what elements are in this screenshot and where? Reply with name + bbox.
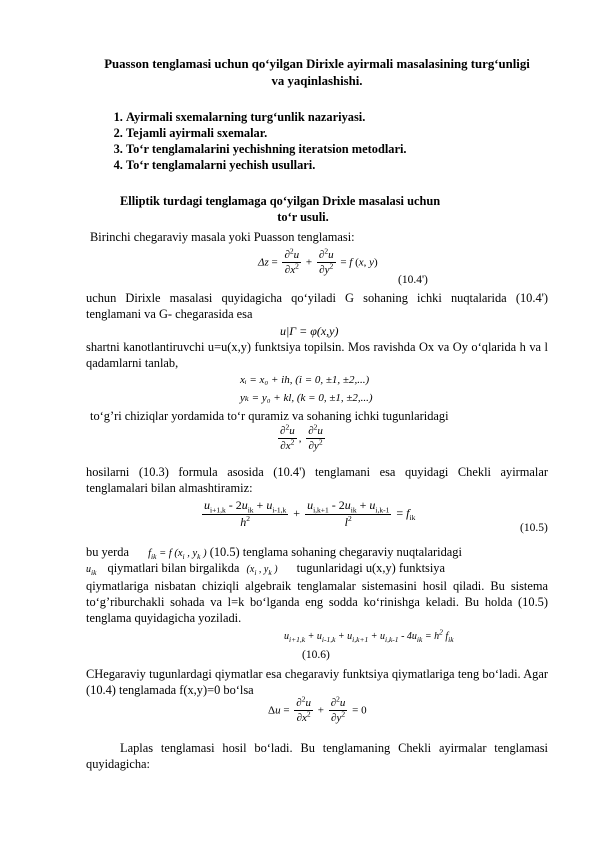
equation-label: (10.4') xyxy=(398,274,428,286)
paragraph-text: (10.5) tenglama sohaning chegaraviy nuqtalaridagi xyxy=(209,545,462,559)
paragraph: hosilarni (10.3) formula asosida (10.4') tenglamani esa quyidagi Chekli ayirmalar tenglamalari bilan almashtiramiz: xyxy=(86,465,548,496)
paragraph: to‘g’ri chiziqlar yordamida to‘r quramiz va sohaning ichki tugunlaridagi xyxy=(90,409,449,423)
paragraph-text: bu yerda xyxy=(86,545,130,559)
plan-item: 2. Tejamli ayirmali sxemalar. xyxy=(126,125,552,141)
section-heading-line-1: Elliptik turdagi tenglamaga qo‘yilgan Drixle masalasi uchun xyxy=(120,194,441,208)
poisson-equation: Δz = $\frac{\partial^2u}{\partial x^2}$ + $\frac{\partial^2u}{\partial y^2}$ = f (x, y) xyxy=(258,246,378,277)
inline-formula: $u_{ik}$ xyxy=(86,564,97,577)
paragraph: CHegaraviy tugunlardagi qiymatlar esa chegaraviy funktsiya qiymatlariga teng bo‘ladi. Agar (10.4) tenglamada f(x,y)=0 bo‘lsa xyxy=(86,667,548,698)
section-heading-line-2: to‘r usuli. xyxy=(277,210,329,225)
paragraph: Birinchi chegaraviy masala yoki Puasson tenglamasi: xyxy=(90,230,355,244)
second-derivatives: $\frac{\partial^2u}{\partial x^2}$ , $\frac{\partial^2u}{\partial y^2}$ xyxy=(280,422,323,453)
paragraph-line xyxy=(86,560,548,576)
five-point-equation: $u_{i+1,k} + u_{i-1,k} + u_{i,k+1} + u_{i,k-1} - 4u_{ik} = h^2$ $f_{ik}$ xyxy=(284,627,454,644)
paragraph-line xyxy=(86,544,548,561)
lecture-plan xyxy=(90,109,552,174)
paragraph: shartni kanotlantiruvchi u=u(x,y) funktsiya topilsin. Mos ravishda Ox va Oy o‘qlarida h va l qadamlarni tanlab, xyxy=(86,340,548,371)
plan-item: 3. To‘r tenglamalarini yechishning iteratsion metodlari. xyxy=(126,141,552,157)
laplace-equation: Δu = $\frac{\partial^2u}{\partial x^2}$ + $\frac{\partial^2u}{\partial y^2}$ = 0 xyxy=(268,694,367,725)
paragraph: qiymatlariga nisbatan chiziqli algebraik tenglamalar sistemasini hosil qiladi. Bu sistema to‘g’riburchakli sohada va l=k bo‘lganda eng sodda ko‘rinishga keladi. Bu holda (10.5) tenglama quyidagicha yoziladi. xyxy=(86,579,548,626)
paragraph: Laplas tenglamasi hosil bo‘ladi. Bu tenglamaning Chekli ayirmalar tenglamasi quyidagicha: xyxy=(86,741,548,772)
document-title xyxy=(86,56,548,89)
plan-item: 1. Ayirmali sxemalarning turg‘unlik nazariyasi. xyxy=(126,109,552,125)
paragraph: uchun Dirixle masalasi quyidagicha qo‘yiladi G sohaning ichki nuqtalarida (10.4') tenglamani va G- chegarasida esa xyxy=(86,291,548,322)
paragraph-text: tugunlaridagi u(x,y) funktsiya xyxy=(296,561,445,575)
inline-formula: $f_{ik} = f$ ($x_i$ , $y_k$ ) xyxy=(148,548,207,562)
grid-y-equation: yₖ = y₀ + kl, (k = 0, ±1, ±2,...) xyxy=(240,392,373,404)
finite-difference-equation: $\frac{u_{i+1,k} - 2u_{ik} + u_{i-1,k}}{h^2}$ + $\frac{u_{i,k+1} - 2u_{ik} + u_{i,k-1}}{l^2}$ = $f_{ik}$ xyxy=(204,498,416,529)
equation-label: (10.5) xyxy=(520,522,548,534)
grid-x-equation: xᵢ = x₀ + ih, (i = 0, ±1, ±2,...) xyxy=(240,374,370,386)
equation-label: (10.6) xyxy=(302,649,330,661)
title-line-2: va yaqinlashishi. xyxy=(271,73,363,88)
title-line-1: Puasson tenglamasi uchun qo‘yilgan Dirixle ayirmali masalasining turg‘unligi xyxy=(104,57,530,71)
boundary-condition: u|Г = φ(x,y) xyxy=(280,324,339,338)
inline-formula: ($x_i$ , $y_k$ ) xyxy=(246,564,278,577)
plan-item: 4. To‘r tenglamalarni yechish usullari. xyxy=(126,157,552,173)
paragraph-text: qiymatlari bilan birgalikda xyxy=(107,561,240,575)
section-heading xyxy=(120,193,520,225)
